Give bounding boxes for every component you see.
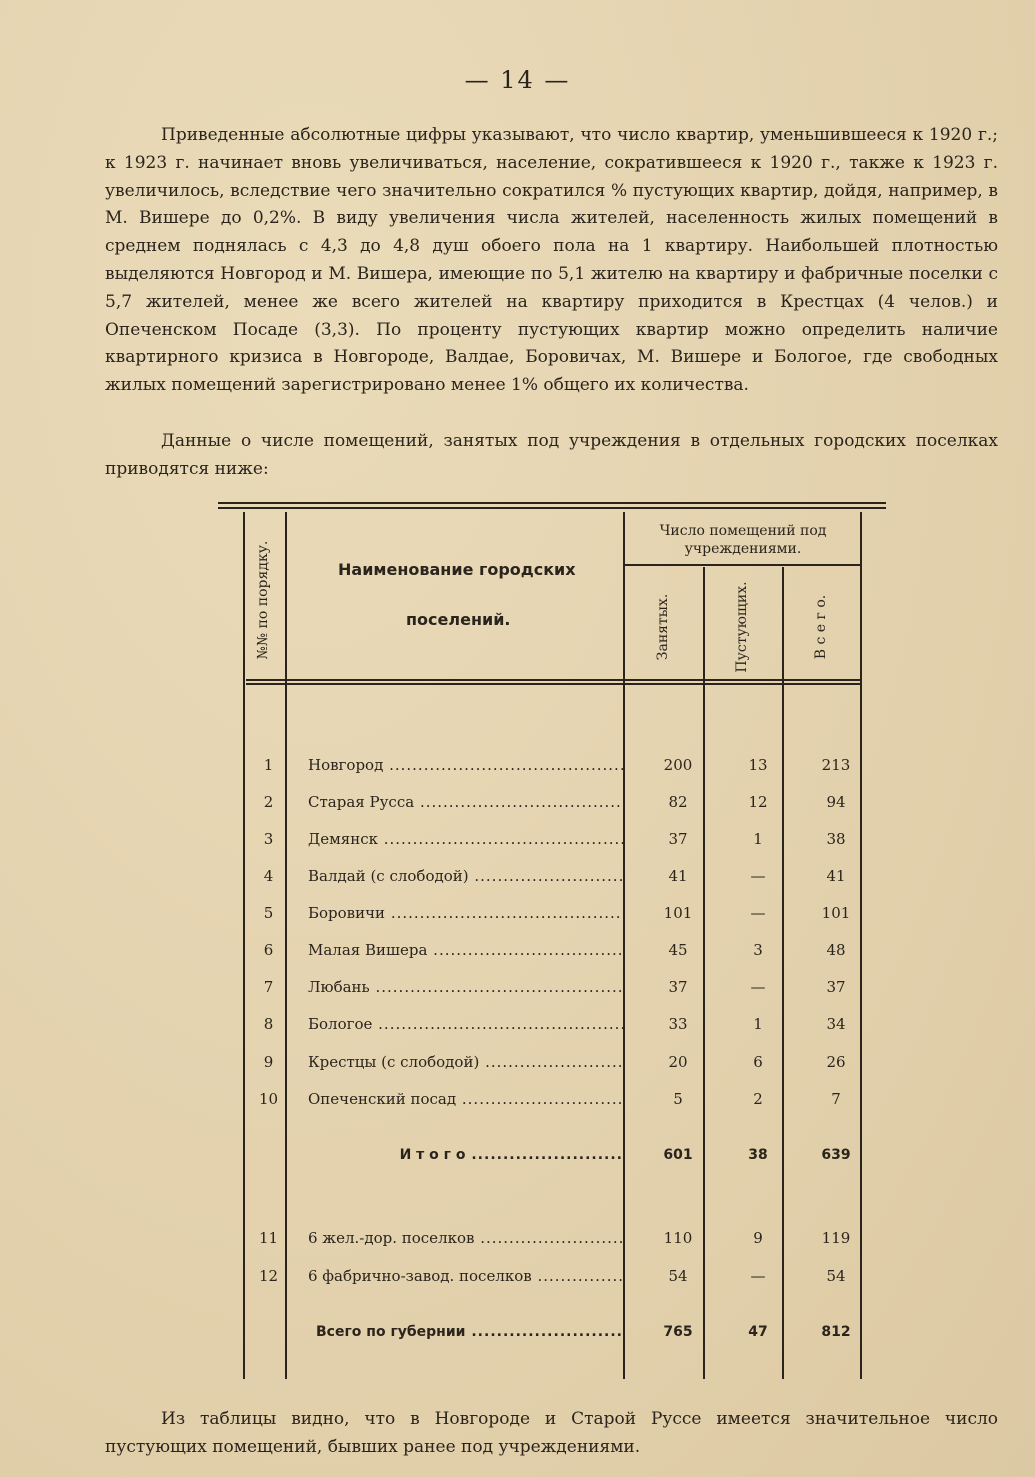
row-empty: — (750, 1267, 766, 1285)
grand-total-total: 812 (821, 1324, 851, 1340)
table-top-rule (218, 502, 886, 504)
row-total: 38 (826, 830, 846, 848)
header-empty: Пустующих. (734, 581, 750, 673)
row-name: 6 фабрично-завод. поселков ..... (308, 1264, 623, 1288)
row-num: 3 (263, 830, 274, 848)
header-occupied: Занятых. (655, 593, 671, 661)
header-name-line2: поселений. (406, 610, 511, 629)
grand-total-empty: 47 (748, 1324, 768, 1340)
header-divider (623, 564, 860, 566)
row-name: Опеченский посад ..... (308, 1087, 623, 1111)
row-name: Любань ..... (308, 975, 623, 999)
header-num: №№ по порядку. (255, 540, 271, 660)
subtotal-label: И т о г о ..... (308, 1143, 623, 1167)
row-empty: 9 (753, 1229, 763, 1247)
row-total: 213 (821, 756, 851, 774)
row-occupied: 110 (663, 1229, 693, 1247)
row-empty: 2 (753, 1090, 763, 1108)
paragraph-table-intro (105, 428, 998, 484)
row-name: Малая Вишера ..... (308, 938, 623, 962)
row-total: 48 (826, 941, 846, 959)
paragraph-intro (105, 122, 998, 400)
row-empty: 6 (753, 1053, 763, 1071)
row-empty: 13 (748, 756, 768, 774)
institutions-table (218, 502, 886, 1379)
table-row (218, 790, 886, 814)
header-name-line1: Наименование городских (338, 560, 576, 579)
row-total: 119 (821, 1229, 851, 1247)
table-column-divider (703, 567, 705, 1379)
row-occupied: 82 (668, 793, 688, 811)
row-empty: 12 (748, 793, 768, 811)
page-number: — 14 — (464, 66, 571, 94)
header-group: Число помещений под учреждениями. (659, 523, 827, 557)
row-num: 9 (263, 1053, 274, 1071)
row-num: 12 (258, 1267, 279, 1285)
row-total: 101 (821, 904, 851, 922)
subtotal-occupied: 601 (663, 1147, 693, 1163)
row-num: 11 (258, 1229, 279, 1247)
row-num: 2 (263, 793, 274, 811)
row-name: Демянск ..... (308, 827, 623, 851)
row-total: 41 (826, 867, 846, 885)
header-bottom-rule (246, 683, 860, 685)
row-occupied: 5 (673, 1090, 683, 1108)
row-empty: 1 (753, 830, 763, 848)
row-occupied: 37 (668, 830, 688, 848)
row-name: Бологое ..... (308, 1012, 623, 1036)
row-occupied: 41 (668, 867, 688, 885)
grand-total-occupied: 765 (663, 1324, 693, 1340)
table-row (218, 901, 886, 925)
header-bottom-rule (246, 679, 860, 681)
row-empty: 1 (753, 1015, 763, 1033)
table-row (218, 753, 886, 777)
row-empty: — (750, 978, 766, 996)
table-row (218, 975, 886, 999)
row-occupied: 45 (668, 941, 688, 959)
table-top-rule (218, 507, 886, 509)
row-empty: — (750, 867, 766, 885)
subtotal-empty: 38 (748, 1147, 768, 1163)
table-row (218, 938, 886, 962)
grand-total-label: Всего по губернии ..... (308, 1320, 623, 1344)
row-total: 37 (826, 978, 846, 996)
paragraph-text: Приведенные абсолютные цифры указывают, что число квартир, уменьшившееся к 1920 г.; к 1923 г. начинает вновь увеличиваться, население, сократившееся к 1920 г., также к 1923 г. увеличилось, вследствие чего значительно сократился % пустующих квартир, дойдя, например, в М. Вишере до 0,2%. В виду увеличения числа жителей, населенность жилых помещений в среднем поднялась с 4,3 до 4,8 душ обоего пола на 1 квартиру. Наибольшей плотностью выделяются Новгород и М. Вишера, имеющие по 5,1 жителю на квартиру и фабричные поселки с 5,7 жителей, менее же всего жителей на квартиру приходится в Крестцах (4 челов.) и Опеченском Посаде (3,3). По проценту пустующих квартир можно определить наличие квартирного кризиса в Новгороде, Валдае, Боровичах, М. Вишере и Бологое, где свободных жилых помещений зарегистрировано менее 1% общего их количества. (105, 125, 998, 396)
row-name: 6 жел.-дор. поселков ..... (308, 1226, 623, 1250)
table-row (218, 1226, 886, 1250)
row-name: Валдай (с слободой) ..... (308, 864, 623, 888)
row-num: 8 (263, 1015, 274, 1033)
paragraph-text: Из таблицы видно, что в Новгороде и Старой Руссе имеется значительное число пустующих помещений, бывших ранее под учреждениями. (105, 1409, 998, 1457)
table-row (218, 827, 886, 851)
paragraph-conclusion (105, 1406, 998, 1462)
row-total: 94 (826, 793, 846, 811)
header-total: В с е г о. (813, 594, 829, 660)
row-occupied: 101 (663, 904, 693, 922)
table-subtotal-row (218, 1143, 886, 1167)
table-row (218, 1264, 886, 1288)
table-row (218, 864, 886, 888)
row-total: 54 (826, 1267, 846, 1285)
subtotal-total: 639 (821, 1147, 851, 1163)
row-occupied: 54 (668, 1267, 688, 1285)
row-occupied: 200 (663, 756, 693, 774)
row-num: 6 (263, 941, 274, 959)
table-row (218, 1012, 886, 1036)
row-num: 10 (258, 1090, 279, 1108)
row-total: 7 (831, 1090, 841, 1108)
table-row (218, 1087, 886, 1111)
row-num: 5 (263, 904, 274, 922)
row-total: 26 (826, 1053, 846, 1071)
row-empty: 3 (753, 941, 763, 959)
row-num: 7 (263, 978, 274, 996)
table-row (218, 1050, 886, 1074)
row-name: Крестцы (с слободой) ..... (308, 1050, 623, 1074)
row-total: 34 (826, 1015, 846, 1033)
row-name: Новгород ..... (308, 753, 623, 777)
row-num: 1 (263, 756, 274, 774)
row-name: Боровичи ..... (308, 901, 623, 925)
row-name: Старая Русса ..... (308, 790, 623, 814)
row-occupied: 37 (668, 978, 688, 996)
row-num: 4 (263, 867, 274, 885)
row-occupied: 20 (668, 1053, 688, 1071)
paragraph-text: Данные о числе помещений, занятых под учреждения в отдельных городских поселках приводятся ниже: (105, 431, 998, 479)
table-column-divider (782, 567, 784, 1379)
row-occupied: 33 (668, 1015, 688, 1033)
table-grand-total-row (218, 1320, 886, 1344)
row-empty: — (750, 904, 766, 922)
